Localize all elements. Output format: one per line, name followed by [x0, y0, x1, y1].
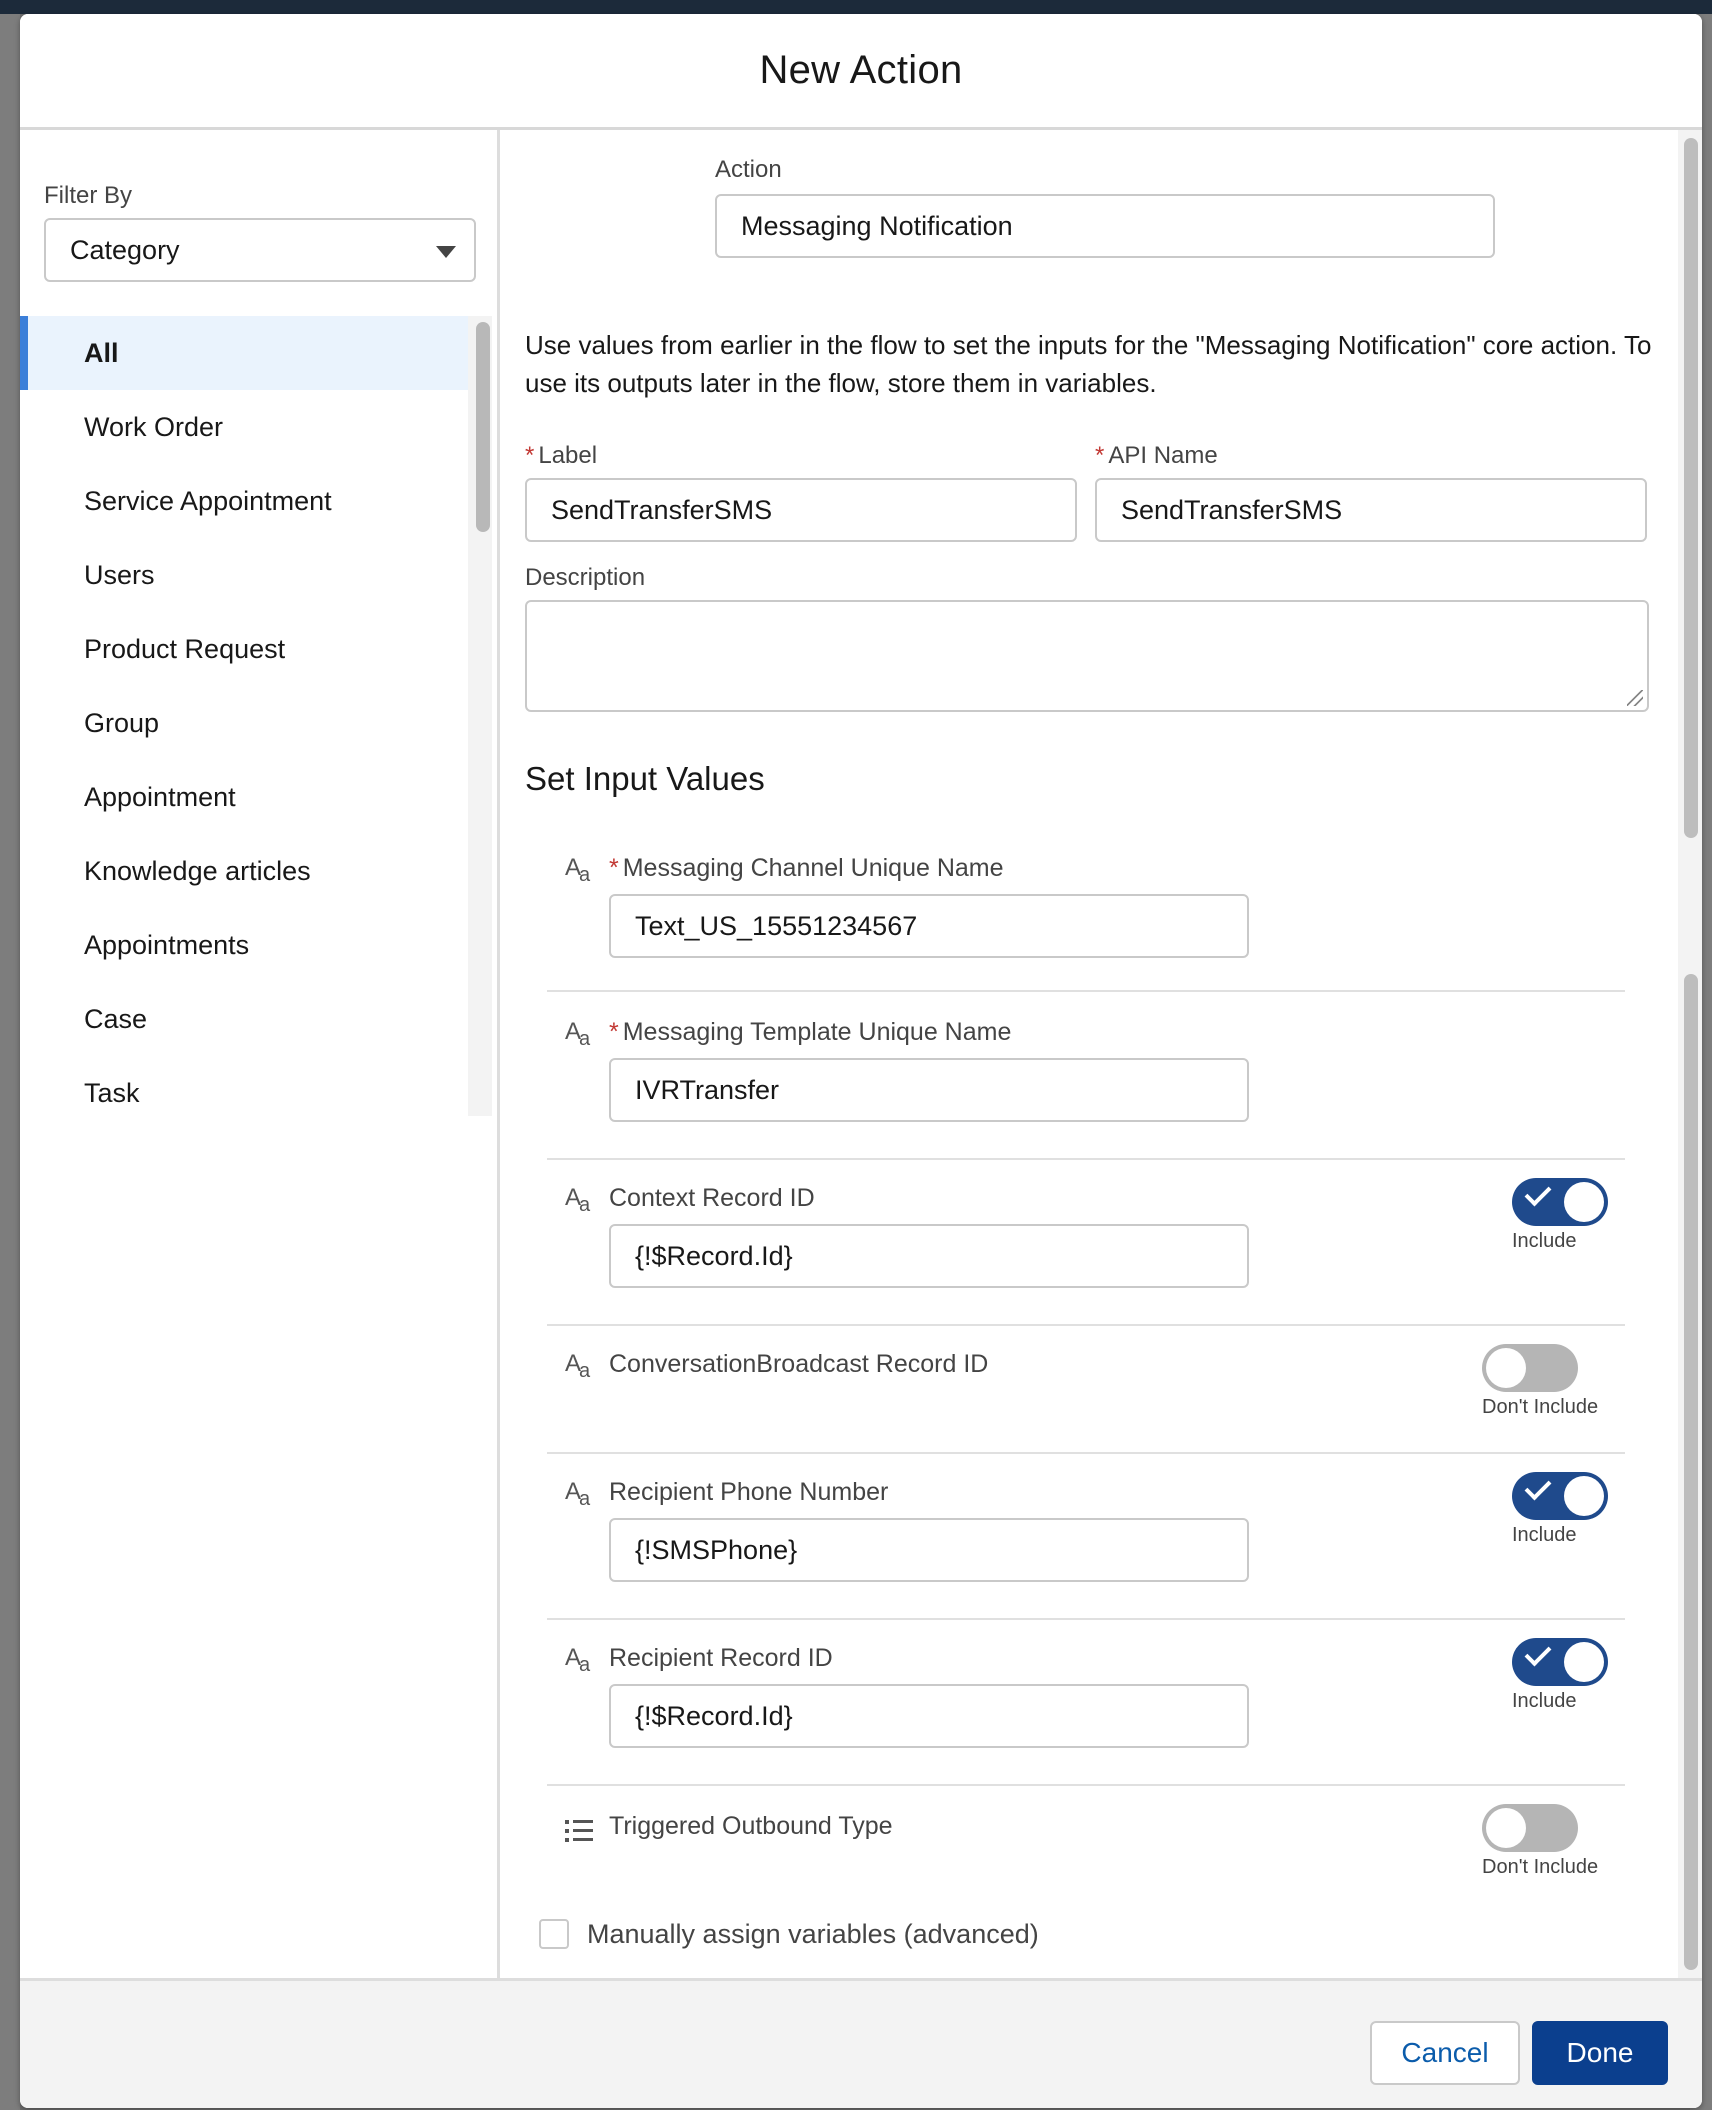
param-input[interactable]: {!$Record.Id}	[609, 1684, 1249, 1748]
category-item-product-request[interactable]: Product Request	[84, 633, 286, 664]
api-name-input[interactable]: SendTransferSMS	[1095, 478, 1647, 542]
include-toggle[interactable]	[1482, 1804, 1578, 1852]
category-item-case[interactable]: Case	[84, 1003, 148, 1034]
param-row	[547, 1786, 1625, 1896]
filter-by-select[interactable]	[44, 218, 476, 282]
param-input[interactable]: IVRTransfer	[609, 1058, 1249, 1122]
toggle-caption: Don't Include	[1482, 1856, 1599, 1878]
param-label: Triggered Outbound Type	[609, 1812, 893, 1840]
param-input[interactable]: {!$Record.Id}	[609, 1224, 1249, 1288]
filter-by-value: Category	[70, 234, 180, 265]
toggle-caption: Include	[1512, 1230, 1577, 1252]
category-pane	[20, 130, 500, 1978]
description-label: Description	[525, 564, 646, 591]
help-text: Use values from earlier in the flow to set the inputs for the "Messaging Notification" core action. To use its outputs later in the flow, store them in variables.	[525, 330, 1652, 398]
category-item-group[interactable]: Group	[84, 707, 160, 738]
param-row	[547, 1454, 1625, 1620]
done-button[interactable]: Done	[1532, 2021, 1668, 2085]
param-row	[547, 994, 1625, 1160]
new-action-modal	[20, 14, 1702, 2108]
param-row	[547, 1326, 1625, 1454]
check-icon	[1525, 1180, 1552, 1207]
check-icon	[1525, 1640, 1552, 1667]
caret-down-icon	[436, 246, 456, 258]
category-item-knowledge-articles[interactable]: Knowledge articles	[84, 855, 311, 886]
category-item-users[interactable]: Users	[84, 559, 155, 590]
text-type-icon: A a	[565, 854, 591, 886]
config-scrollbar-thumb[interactable]	[1684, 138, 1698, 838]
param-label: ConversationBroadcast Record ID	[609, 1350, 989, 1378]
modal-footer	[20, 1978, 1702, 2108]
param-label: * Messaging Template Unique Name	[609, 1018, 1012, 1046]
category-item-appointment[interactable]: Appointment	[84, 781, 236, 812]
action-label: Action	[715, 156, 782, 183]
manual-assign-checkbox[interactable]	[539, 1919, 569, 1949]
app-top-bar	[0, 0, 1712, 14]
cancel-button[interactable]: Cancel	[1370, 2021, 1520, 2085]
toggle-caption: Don't Include	[1482, 1396, 1599, 1418]
picklist-icon	[565, 1820, 593, 1844]
manual-assign-label: Manually assign variables (advanced)	[587, 1918, 1039, 1949]
toggle-caption: Include	[1512, 1524, 1577, 1546]
param-input[interactable]: Text_US_15551234567	[609, 894, 1249, 958]
category-item-all[interactable]: All	[20, 316, 472, 390]
action-config-pane	[503, 130, 1702, 1978]
label-input[interactable]: SendTransferSMS	[525, 478, 1077, 542]
category-item-task[interactable]: Task	[84, 1077, 140, 1108]
filter-by-label: Filter By	[44, 182, 133, 209]
action-input[interactable]: Messaging Notification	[715, 194, 1495, 258]
param-row	[547, 1160, 1625, 1326]
param-label: * Messaging Channel Unique Name	[609, 854, 1004, 882]
description-textarea[interactable]	[525, 600, 1649, 712]
param-row	[547, 1620, 1625, 1786]
param-label: Recipient Record ID	[609, 1644, 833, 1672]
set-input-values-title: Set Input Values	[525, 760, 765, 797]
include-toggle[interactable]	[1482, 1344, 1578, 1392]
api-name-field-label: * API Name	[1095, 442, 1218, 469]
manual-assign-row[interactable]	[539, 1914, 1039, 1954]
include-toggle[interactable]	[1512, 1472, 1608, 1520]
category-list	[20, 316, 472, 1116]
param-row	[547, 830, 1625, 992]
category-item-appointments[interactable]: Appointments	[84, 929, 250, 960]
category-item-work-order[interactable]: Work Order	[84, 411, 224, 442]
text-type-icon: A a	[565, 1350, 591, 1382]
include-toggle[interactable]	[1512, 1178, 1608, 1226]
modal-header	[20, 14, 1702, 130]
label-field-label: * Label	[525, 442, 598, 469]
text-type-icon: A a	[565, 1184, 591, 1216]
resize-handle-icon[interactable]	[1627, 690, 1643, 706]
param-label: Context Record ID	[609, 1184, 815, 1212]
param-label: Recipient Phone Number	[609, 1478, 889, 1506]
text-type-icon: A a	[565, 1478, 591, 1510]
text-type-icon: A a	[565, 1018, 591, 1050]
param-input[interactable]: {!SMSPhone}	[609, 1518, 1249, 1582]
config-scrollbar-thumb-lower[interactable]	[1684, 974, 1698, 1970]
include-toggle[interactable]	[1512, 1638, 1608, 1686]
toggle-caption: Include	[1512, 1690, 1577, 1712]
modal-title: New Action	[759, 48, 963, 92]
category-item-service-appointment[interactable]: Service Appointment	[84, 485, 332, 516]
text-type-icon: A a	[565, 1644, 591, 1676]
check-icon	[1525, 1474, 1552, 1501]
background-left	[0, 14, 20, 2110]
category-scrollbar-thumb[interactable]	[476, 322, 490, 532]
